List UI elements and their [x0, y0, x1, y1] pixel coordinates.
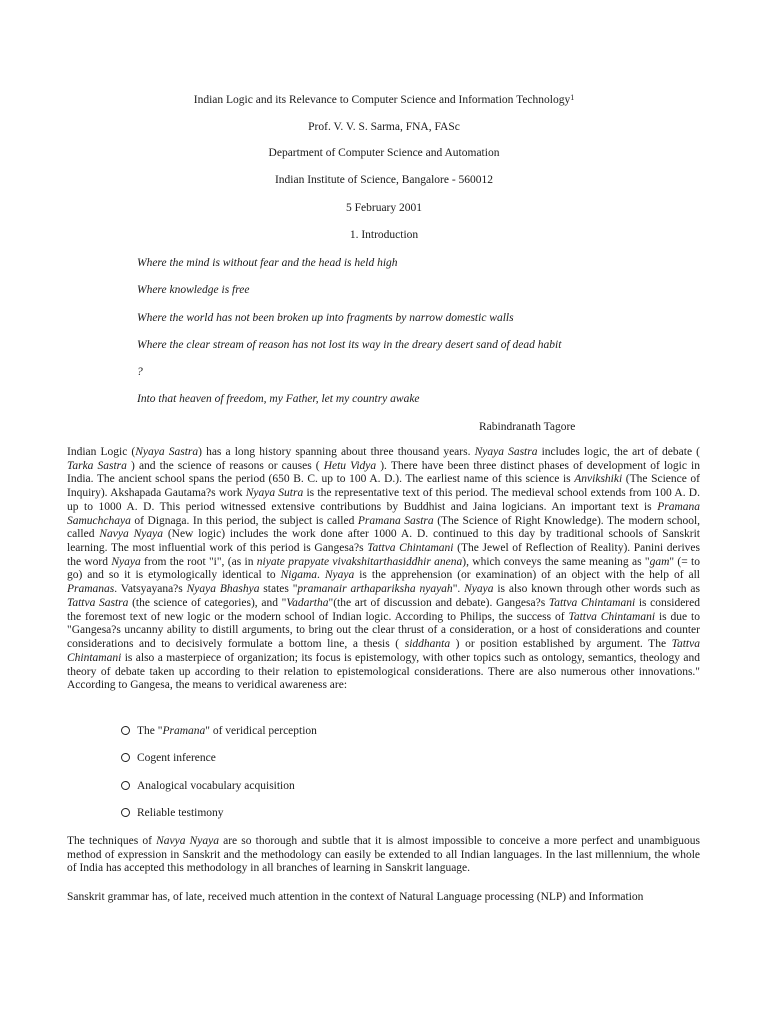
italic-term: Hetu Vidya — [323, 459, 377, 472]
list-item — [121, 751, 216, 765]
italic-term: Nyaya Bhashya — [186, 583, 260, 596]
italic-term: Nyaya — [111, 555, 141, 568]
poem-line: Where the clear stream of reason has not lost its way in the dreary desert sand of dead habit — [137, 339, 562, 351]
italic-term: Nyaya Sastra — [135, 446, 199, 458]
italic-term: Navya Nyaya — [156, 835, 219, 847]
italic-term: Pramanas — [67, 583, 115, 596]
italic-term: Nigama — [280, 569, 317, 582]
italic-term: Vadartha — [286, 596, 329, 609]
poem-line: Into that heaven of freedom, my Father, let my country awake — [137, 393, 420, 405]
list-item-text: Reliable testimony — [137, 807, 224, 819]
italic-term: Pramana — [162, 725, 206, 737]
author-line: Prof. V. V. S. Sarma, FNA, FASc — [308, 121, 460, 133]
list-item — [121, 724, 317, 738]
italic-term: Tattva Sastra — [67, 596, 129, 609]
poem-line: Where the mind is without fear and the head is held high — [137, 257, 398, 269]
italic-term: Nyaya Sutra — [245, 487, 304, 500]
section-heading: 1. Introduction — [349, 229, 419, 241]
italic-term: gam — [649, 555, 670, 568]
title-footnote-marker[interactable]: 1 — [570, 93, 575, 102]
body-paragraph: Indian Logic (Nyaya Sastra) has a long history spanning about three thousand years. Nyaya Sastra includes logic, the art of debate ( Tarka Sastra ) and the science of reasons or causes ( Hetu Vidya ). There have been three distinct phases of development of logic in India. The ancient school spans the period (650 B. C. up to 100 A. D.). The earliest name of this science is Anvikshiki (The Science of Inquiry). Akshapada Gautama?s work Nyaya Sutra is the representative text of this period. The medieval school extends from 100 A. D. up to 1000 A. D. This period witnessed extensive contributions by Buddhist and Jaina logicians. An important text is Pramana Samuchchaya of Dignaga. In this period, the subject is called Pramana Sastra (The Science of Right Knowledge). The modern school, called Navya Nyaya (New logic) includes the work done after 1000 A. D. continued to this day by traditional schools of Sanskrit learning. The most influential work of this period is Gangesa?s Tattva Chintamani (The Jewel of Reflection of Reality). Panini derives the word Nyaya from the root "i", (as in niyate prapyate vivakshitarthasiddhir anena), which conveys the same meaning as "gam" (= to go) and so it is etymologically identical to Nigama. Nyaya is the apprehension (or examination) of an object with the help of all Pramanas. Vatsyayana?s Nyaya Bhashya states "pramanair arthapariksha nyayah". Nyaya is also known through other words such as Tattva Sastra (the science of categories), and "Vadartha"(the art of discussion and debate). Gangesa?s Tattva Chintamani is considered the foremost text of new logic or the modern school of Indian logic. According to Philips, the success of Tattva Chintamani is due to "Gangesa?s uncanny ability to distill arguments, to bring out the clear thrust of a consideration, or a host of considerations and counter considerations and to decisively formulate a bottom line, a thesis ( siddhanta ) or position established by argument. The Tattva Chintamani is also a masterpiece of organization; its focus is epistemology, with other topics such as ontology, semantics, theology and theory of debate taken up according to their relation to epistemological considerations. There are also numerous other innovations." According to Gangesa, the means to veridical awareness are: — [67, 446, 701, 692]
body-paragraph: The techniques of Navya Nyaya are so thorough and subtle that it is almost impossible to conceive a more perfect and unambiguous method of expression in Sanskrit and the methodology can easily be extended to all Indian languages. In the last millennium, the whole of India has accepted this methodology in all branches of learning in Sanskrit language. — [67, 835, 701, 875]
italic-term: siddhanta — [404, 638, 451, 651]
italic-term: Tarka Sastra — [67, 459, 127, 472]
italic-term: Tattva Chintamani — [548, 596, 636, 609]
bullet-ring-icon — [121, 753, 130, 762]
list-item-text: The "Pramana" of veridical perception — [137, 725, 317, 737]
italic-term: Pramana Sastra — [357, 514, 434, 527]
italic-term: Navya Nyaya — [99, 528, 163, 541]
paper-title — [0, 93, 768, 107]
list-item-text: Analogical vocabulary acquisition — [137, 780, 295, 792]
poem-line: Where the world has not been broken up into fragments by narrow domestic walls — [137, 312, 514, 324]
department-line: Department of Computer Science and Automation — [268, 147, 500, 159]
italic-term: Nyaya — [324, 569, 355, 582]
italic-term: niyate prapyate vivakshitarthasiddhir anena — [256, 555, 463, 568]
italic-term: Tattva Chintamani — [67, 638, 700, 664]
paper-title-text: Indian Logic and its Relevance to Computer Science and Information Technology — [193, 94, 571, 106]
poem-line: Where knowledge is free — [137, 284, 250, 296]
italic-term: Anvikshiki — [574, 473, 623, 486]
body-paragraph: Sanskrit grammar has, of late, received much attention in the context of Natural Language processing (NLP) and Information — [67, 891, 644, 903]
list-item — [121, 779, 295, 793]
italic-term: Nyaya Sastra — [474, 446, 538, 458]
poem-attribution: Rabindranath Tagore — [479, 421, 576, 433]
italic-term: pramanair arthapariksha nyayah — [297, 583, 453, 596]
italic-term: Tattva Chintamani — [568, 610, 656, 623]
bullet-ring-icon — [121, 781, 130, 790]
list-item — [121, 806, 224, 820]
bullet-ring-icon — [121, 808, 130, 817]
italic-term: Tattva Chintamani — [367, 542, 454, 555]
italic-term: Pramana Samuchchaya — [67, 500, 700, 527]
list-item-text: Cogent inference — [137, 752, 216, 764]
poem-line: ? — [137, 366, 143, 378]
date-line: 5 February 2001 — [345, 202, 422, 214]
institute-line: Indian Institute of Science, Bangalore - 560012 — [274, 174, 494, 186]
italic-term: Nyaya — [464, 583, 494, 596]
bullet-ring-icon — [121, 726, 130, 735]
